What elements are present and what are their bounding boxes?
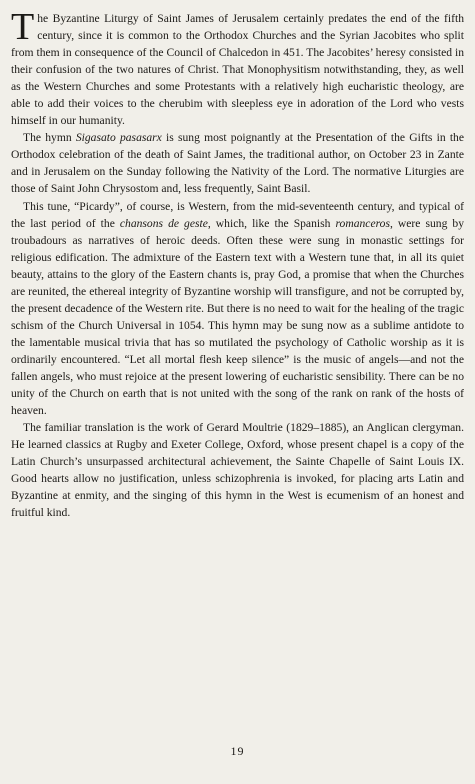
paragraph-2-text: The hymn <box>23 131 76 145</box>
paragraph-3-text: This tune, “Picardy”, of course, is Western, from the mid-seventeenth century, and typical of the last period of the <box>11 199 464 230</box>
page-number: 19 <box>230 744 245 758</box>
paragraph-2-text: is sung most poignantly at the Presentation of the Gifts in the Orthodox celebration of the death of Saint James, the traditional author, on October 23 in Zante and in Jerusalem on the Sunday following the Nativity of the Lord. The normative Liturgies are those of Saint John Chrysostom and, less frequently, Saint Basil. <box>11 131 464 196</box>
paragraph-3-text: , which, like the Spanish <box>207 216 336 230</box>
romanceros-italic: romanceros <box>335 216 390 230</box>
drop-cap: T <box>11 6 35 48</box>
body-text <box>11 6 465 521</box>
hymn-title-italic: Sigasato pasasarx <box>75 131 162 145</box>
paragraph-1-text: he Byzantine Liturgy of Saint James of Jerusalem certainly predates the end of the fifth century, since it is common to the Orthodox Churches and the Syrian Jacobites who split from them in consequence of the Council of Chalcedon in 451. The Jacobites’ heresy consisted in their confusion of the two natures of Christ. That Monophysitism notwithstanding, they, as well as the Western Churches and some Protestants with a relatively high eucharistic theology, are able to add their voices to the cherubim with sleepless eye in adoration of the Lord who vests himself in our humanity. <box>11 12 464 128</box>
paragraph-2 <box>11 129 464 197</box>
paragraph-4-text: The familiar translation is the work of Gerard Moultrie (1829–1885), an Anglican clergyman. He learned classics at Rugby and Exeter College, Oxford, whose present chapel is a copy of the Latin Church’s unsurpassed architectural achievement, the Sainte Chapelle of Saint Louis IX. Good hearts allow no justification, unless schizophrenia is invoked, for placing arts Latin and Byzantine at enmity, and the singing of this hymn in the West is ecumenism of an honest and fruitful kind. <box>11 421 464 520</box>
paragraph-1 <box>11 6 464 129</box>
paragraph-3-text: , were sung by troubadours as narratives of heroic deeds. Often these were sung in monastic settings for religious edification. The admixture of the Eastern text with a Western tune that, in all its quiet beauty, attains to the glory of the Eastern chants is, pray God, a promise that when the Churches are reunited, the ethereal integrity of Byzantine worship will transfigure, and not be corrupted by, the present decadence of the Western rite. But there is no need to wait for the healing of the tragic schism of the Church Universal in 1054. This hymn may be sung now as a sublime antidote to the lamentable musical trivia that has so mutilated the psychology of Catholic worship as it is ordinarily encountered. “Let all mortal flesh keep silence” is the music of angels—and not the fallen angels, who must rejoice at the present lowering of eucharistic sensibility. There can be no unity of the Church on earth that is not united with the song of the rank on rank of the hosts of heaven. <box>11 216 465 418</box>
paragraph-3 <box>11 198 464 420</box>
paragraph-4 <box>11 419 464 521</box>
chansons-italic: chansons de geste <box>119 216 208 230</box>
